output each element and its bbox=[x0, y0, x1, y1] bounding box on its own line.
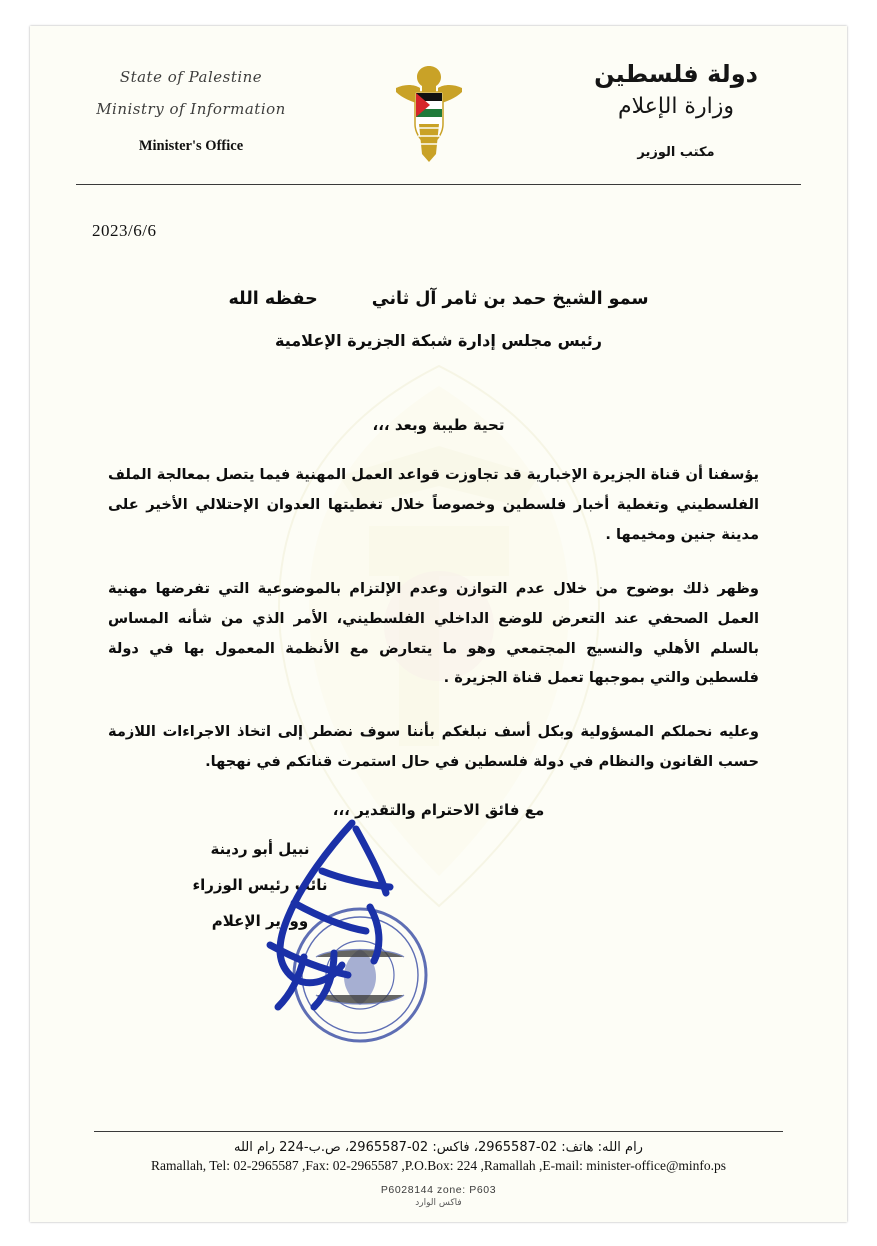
addressee-title: سمو الشيخ حمد بن ثامر آل ثاني bbox=[371, 289, 649, 309]
body-paragraph: وظهر ذلك بوضوح من خلال عدم التوازن وعدم الإلتزام بالموضوعية التي تفرضها مهنية العمل الصحفي عند التعرض للوضع الداخلي الفلسطيني، الأمر الذي من شأنه المساس بالسلم الأهلي والنسيج المجتمعي وهو ما يتعارض مع الأنظمة المعمول بها في دولة فلسطين والتي بموجبها تعمل قناة الجزيرة . bbox=[108, 579, 759, 687]
ministry-name-ar: وزارة الإعلام bbox=[618, 94, 734, 119]
fax-code-label: فاكس الوارد bbox=[415, 1198, 462, 1208]
addressee-block bbox=[126, 289, 751, 350]
letter-date: 2023/6/6 bbox=[92, 221, 157, 240]
body-paragraph: وعليه نحملكم المسؤولية وبكل أسف نبلغكم بأننا سوف نضطر إلى اتخاذ الاجراءات اللازمة حسب القانون والنظام في دولة فلسطين في حال استمرت قناتكم في نهجها. bbox=[108, 723, 759, 771]
addressee-position: رئيس مجلس إدارة شبكة الجزيرة الإعلامية bbox=[275, 331, 602, 350]
footer-contact-ar: رام الله: هاتف: 02-2965587، فاكس: 02-2965587، ص.ب-224 رام الله bbox=[234, 1140, 643, 1155]
footer-divider bbox=[94, 1131, 783, 1132]
header-divider bbox=[76, 184, 801, 185]
letter-footer bbox=[30, 1131, 847, 1208]
state-name-en: State of Palestine bbox=[119, 68, 263, 86]
body-paragraph: يؤسفنا أن قناة الجزيرة الإخبارية قد تجاوزت قواعد العمل المهنية فيما يتصل بمعالجة الملف الفلسطيني وتغطية أخبار فلسطين وخصوصاً خلال تغطيتها العدوان الإحتلالي الأخير على مدينة جنين ومخيمها . bbox=[108, 466, 759, 543]
letter-body bbox=[108, 460, 759, 777]
letter-sheet bbox=[30, 26, 847, 1222]
signature-block bbox=[30, 831, 847, 1051]
closing-line: مع فائق الاحترام والتقدير ،،، bbox=[332, 801, 545, 820]
letterhead-center bbox=[369, 54, 489, 168]
addressee-honorific: حفظه الله bbox=[228, 289, 318, 309]
office-name-ar: مكتب الوزير bbox=[637, 145, 715, 160]
fax-code: P6028144 zone: P603 bbox=[380, 1184, 497, 1196]
signatory-title-2: ووزير الإعلام bbox=[211, 912, 309, 931]
footer-contact-en: Ramallah, Tel: 02-2965587 ,Fax: 02-2965587 ,P.O.Box: 224 ,Ramallah ,E-mail: minister-office@minfo.ps bbox=[150, 1158, 727, 1173]
office-name-en: Minister's Office bbox=[138, 138, 244, 154]
state-name-ar: دولة فلسطين bbox=[594, 60, 758, 88]
signatory-details bbox=[135, 831, 385, 939]
ministry-name-en: Ministry of Information bbox=[96, 100, 286, 118]
letterhead-left bbox=[76, 54, 306, 155]
letterhead-right bbox=[551, 54, 801, 160]
coat-of-arms-icon bbox=[386, 58, 472, 168]
signatory-name: نبيل أبو ردينة bbox=[210, 840, 310, 859]
letterhead bbox=[30, 26, 847, 168]
greeting-line: تحية طيبة وبعد ،،، bbox=[372, 416, 505, 434]
signatory-title-1: نائب رئيس الوزراء bbox=[192, 876, 328, 895]
